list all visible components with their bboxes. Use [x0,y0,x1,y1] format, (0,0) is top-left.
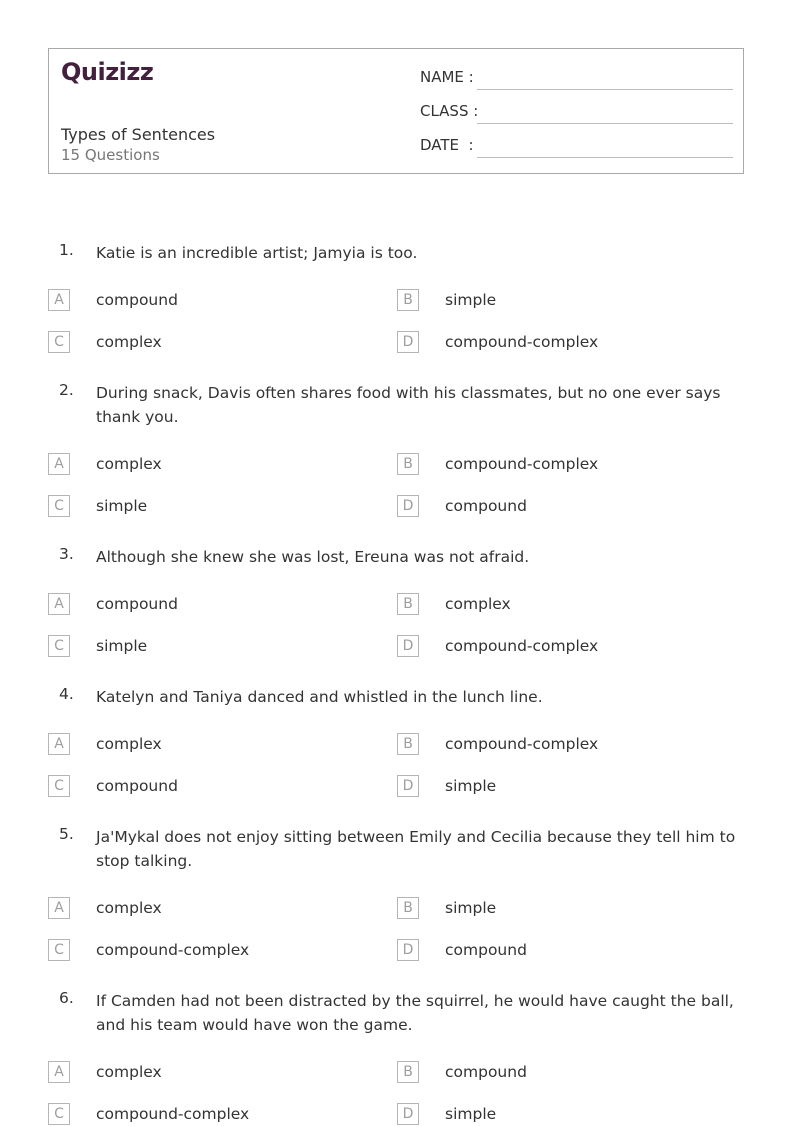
option-text: complex [96,1063,162,1081]
question-number: 3. [59,545,74,563]
class-field[interactable] [420,102,733,126]
date-label: DATE : [420,136,474,154]
name-label: NAME : [420,68,474,86]
question-text: Ja'Mykal does not enjoy sitting between Emily and Cecilia because they tell him to stop talking. [96,828,736,870]
option-text: compound [96,291,178,309]
option-text: compound [445,941,527,959]
option-text: simple [445,291,497,309]
option-text: complex [96,333,162,351]
option-letter-box[interactable]: D [397,635,419,657]
name-line[interactable] [477,89,733,90]
class-label: CLASS : [420,102,479,120]
option-letter-box[interactable]: C [48,635,70,657]
question-text: Katelyn and Taniya danced and whistled in the lunch line. [96,688,543,706]
option-letter-box[interactable]: C [48,939,70,961]
option-letter-box[interactable]: A [48,733,70,755]
option-letter-box[interactable]: B [397,733,419,755]
question-number: 6. [59,989,74,1007]
option-text: complex [96,735,162,753]
question-number: 2. [59,381,74,399]
option-letter-box[interactable]: B [397,453,419,475]
option-letter-box[interactable]: D [397,495,419,517]
option-letter-box[interactable]: C [48,495,70,517]
option-letter-box[interactable]: C [48,1103,70,1125]
worksheet-title: Types of Sentences [61,125,216,144]
option-letter-box[interactable]: B [397,289,419,311]
option-text: simple [445,1105,497,1123]
question-text: If Camden had not been distracted by the squirrel, he would have caught the ball, and his team would have won the game. [96,992,734,1034]
option-text: complex [445,595,511,613]
option-text: compound [445,1063,527,1081]
quizizz-logo: Quizizz [61,58,154,86]
question-text: During snack, Davis often shares food with his classmates, but no one ever says thank you. [96,384,721,426]
question-number: 1. [59,241,74,259]
question-text: Katie is an incredible artist; Jamyia is too. [96,244,418,262]
question-number: 4. [59,685,74,703]
option-letter-box[interactable]: B [397,1061,419,1083]
option-letter-box[interactable]: D [397,1103,419,1125]
option-text: compound-complex [96,941,250,959]
option-text: compound [96,777,178,795]
class-line[interactable] [477,123,733,124]
worksheet-header [48,48,744,174]
option-text: simple [445,899,497,917]
date-line[interactable] [477,157,733,158]
option-text: compound [96,595,178,613]
option-letter-box[interactable]: C [48,775,70,797]
option-text: simple [96,497,148,515]
option-text: compound [445,497,527,515]
option-text: simple [445,777,497,795]
option-letter-box[interactable]: A [48,453,70,475]
option-letter-box[interactable]: D [397,775,419,797]
option-text: compound-complex [445,333,599,351]
option-letter-box[interactable]: B [397,897,419,919]
option-letter-box[interactable]: B [397,593,419,615]
option-letter-box[interactable]: A [48,289,70,311]
option-letter-box[interactable]: A [48,1061,70,1083]
question-text: Although she knew she was lost, Ereuna was not afraid. [96,548,530,566]
option-text: compound-complex [445,637,599,655]
name-field[interactable] [420,68,733,92]
question-number: 5. [59,825,74,843]
option-letter-box[interactable]: D [397,331,419,353]
option-letter-box[interactable]: D [397,939,419,961]
option-text: complex [96,455,162,473]
option-text: complex [96,899,162,917]
date-field[interactable] [420,136,733,160]
option-text: simple [96,637,148,655]
option-letter-box[interactable]: A [48,593,70,615]
option-letter-box[interactable]: A [48,897,70,919]
question-count: 15 Questions [61,146,160,164]
option-letter-box[interactable]: C [48,331,70,353]
option-text: compound-complex [445,735,599,753]
option-text: compound-complex [445,455,599,473]
option-text: compound-complex [96,1105,250,1123]
